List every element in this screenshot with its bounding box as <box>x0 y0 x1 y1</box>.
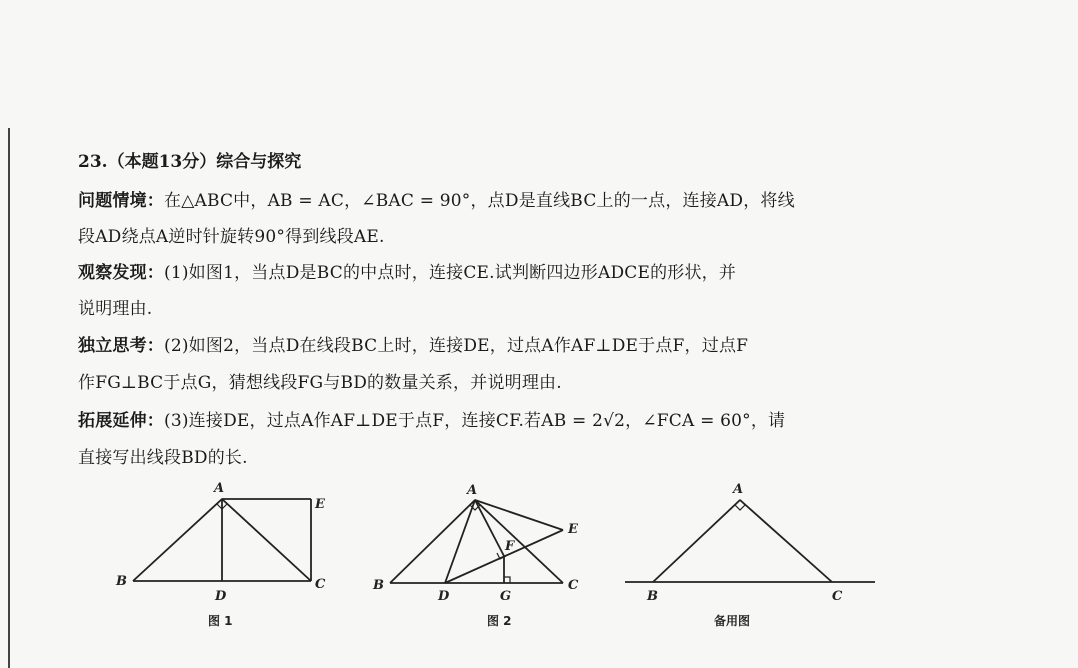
figure-3 <box>625 500 875 582</box>
fig3-label-c: C <box>832 589 843 604</box>
fig2-label-b: B <box>373 578 384 593</box>
part2-label: 独立思考： <box>78 336 164 356</box>
fig1-label-a: A <box>214 481 225 496</box>
part2-line-2: 作FG⊥BC于点G，猜想线段FG与BD的数量关系，并说明理由. <box>78 373 562 393</box>
fig3-segment-ac <box>740 500 832 582</box>
fig2-segment-ad <box>445 500 475 583</box>
fig2-label-c: C <box>568 578 579 593</box>
figure-1 <box>133 499 311 581</box>
fig2-label-a: A <box>467 483 478 498</box>
fig1-label-d: D <box>215 589 227 604</box>
fig1-label-e: E <box>315 497 325 512</box>
fig3-label-a: A <box>733 482 744 497</box>
context-label: 问题情境： <box>78 191 164 211</box>
context-text-1: 在△ABC中，AB = AC，∠BAC = 90°，点D是直线BC上的一点，连接AD，将线 <box>164 191 795 211</box>
fig2-label-e: E <box>568 522 578 537</box>
part1-line-2: 说明理由. <box>78 299 153 319</box>
fig2-segment-ac <box>475 500 563 583</box>
fig3-label-b: B <box>647 589 658 604</box>
part1-label: 观察发现： <box>78 263 164 283</box>
fig1-label-c: C <box>315 577 326 592</box>
fig2-caption: 图 2 <box>487 614 512 628</box>
fig3-caption: 备用图 <box>714 614 751 628</box>
fig2-label-d: D <box>438 589 450 604</box>
problem-title: 23.（本题13分）综合与探究 <box>78 152 302 172</box>
part1-text-1: (1)如图1，当点D是BC的中点时，连接CE.试判断四边形ADCE的形状，并 <box>164 263 737 283</box>
context-line-2: 段AD绕点A逆时针旋转90°得到线段AE. <box>78 227 385 247</box>
part3-line-2: 直接写出线段BD的长. <box>78 448 248 468</box>
fig1-segment-ac <box>222 499 311 581</box>
fig3-segment-ab <box>653 500 740 582</box>
part2-text-1: (2)如图2，当点D在线段BC上时，连接DE，过点A作AF⊥DE于点F，过点F <box>164 336 749 356</box>
figure-2 <box>390 500 563 583</box>
part3-label: 拓展延伸： <box>78 411 164 431</box>
fig2-label-g: G <box>500 589 512 604</box>
fig3-right-angle-mark <box>735 500 745 510</box>
part3-text-1: (3)连接DE，过点A作AF⊥DE于点F，连接CF.若AB = 2√2，∠FCA = 60°，请 <box>164 411 786 431</box>
fig1-caption: 图 1 <box>208 614 233 628</box>
fig2-label-f: F <box>505 539 515 554</box>
fig1-label-b: B <box>116 574 127 589</box>
fig1-segment-ab <box>133 499 222 581</box>
fig2-segment-ab <box>390 500 475 583</box>
